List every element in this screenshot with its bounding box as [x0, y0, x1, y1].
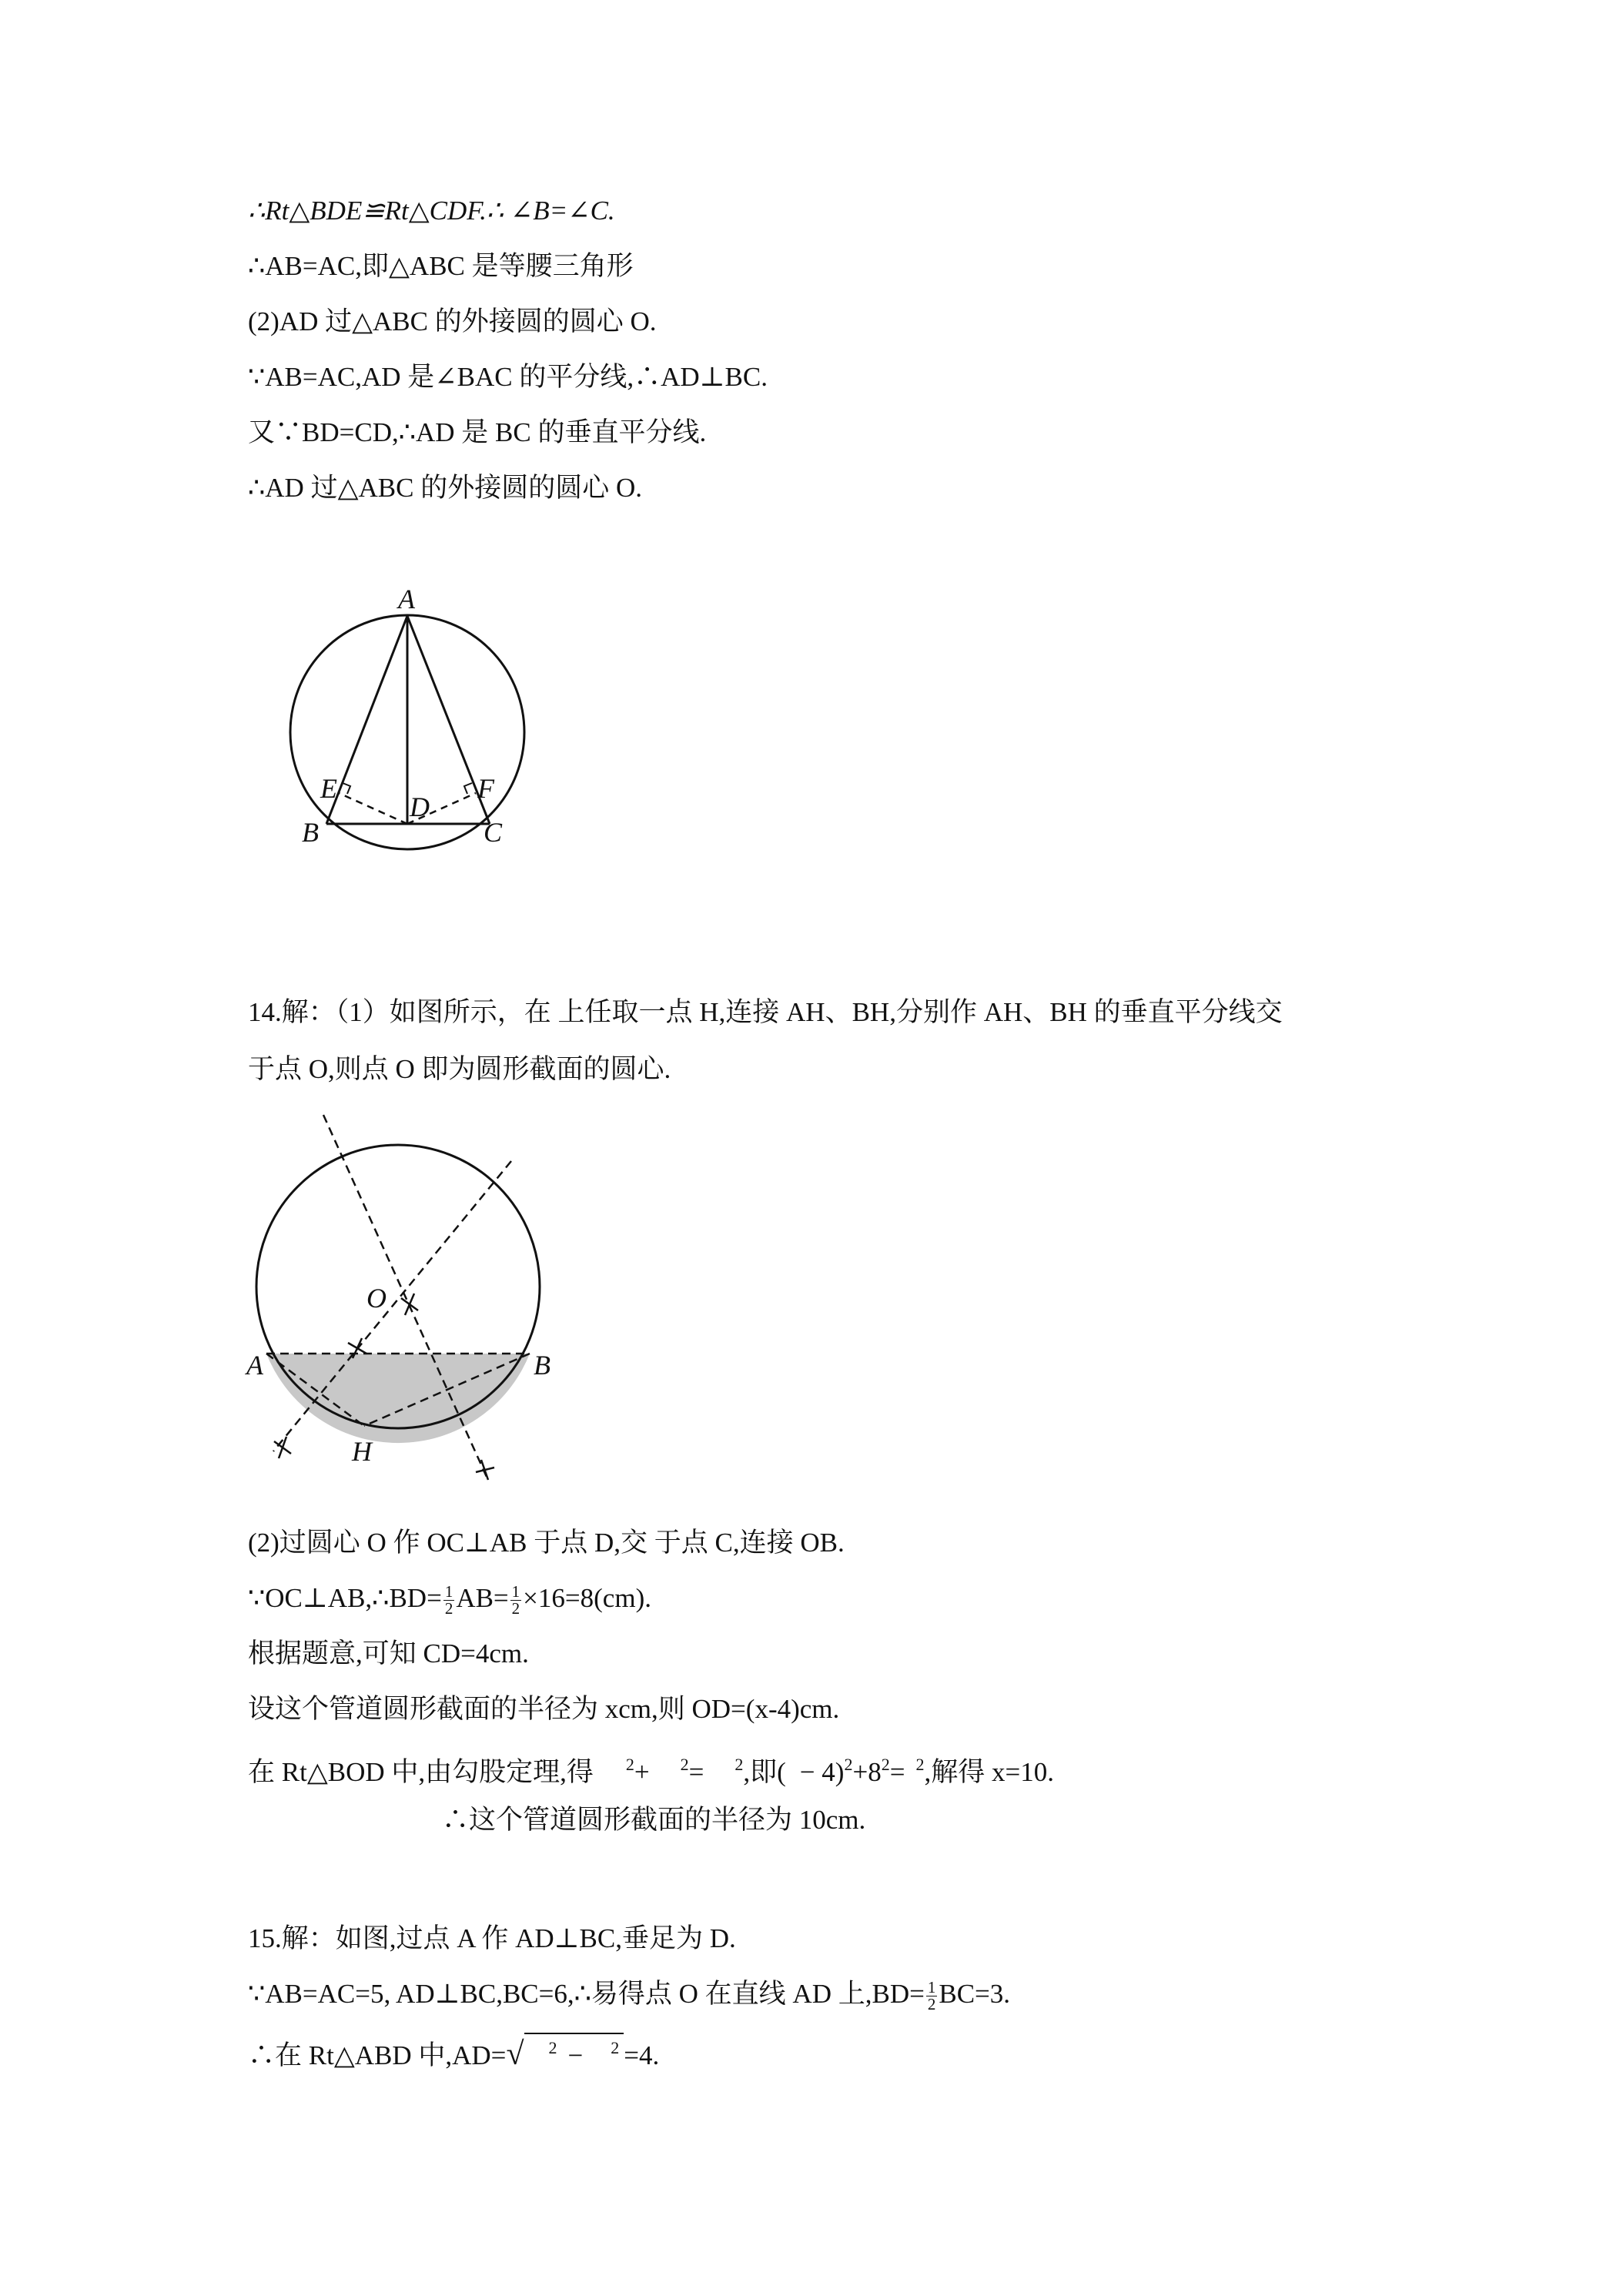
fraction-half: $\frac{1}{2}$ — [444, 1582, 453, 1618]
fig13-label-B: B — [302, 817, 319, 848]
sol14-line-3: (2)过圆心 O 作 OC⊥AB 于点 D,交 于点 C,连接 OB. — [248, 1528, 845, 1558]
fraction-half: $\frac{1}{2}$ — [927, 1978, 936, 2014]
fraction-half: $\frac{1}{2}$ — [511, 1582, 520, 1618]
fig13-label-A: A — [398, 584, 415, 614]
proof13-line-1: ∴Rt△BDE≌Rt△CDF.∴ ∠B=∠C. — [248, 196, 615, 226]
fig14-label-H: H — [352, 1436, 372, 1467]
fig13-label-E: E — [320, 773, 337, 804]
sol15-line-3: ∴在 Rt△ABD 中,AD=√ $^2$ − $^2$ =4. — [248, 2033, 659, 2073]
fig14-label-B: B — [534, 1350, 550, 1381]
sol14-line-1: 14.解：（1）如图所示，在 上任取一点 H,连接 AH、BH,分别作 AH、BH 的垂直平分线交 — [248, 997, 1283, 1027]
fig13-label-C: C — [484, 817, 503, 848]
proof13-line-6: ∴AD 过△ABC 的外接圆的圆心 O. — [248, 473, 642, 503]
sol15-line-1: 15.解：如图,过点 A 作 AD⊥BC,垂足为 D. — [248, 1923, 736, 1953]
fig14-label-A: A — [246, 1350, 263, 1381]
sol14-line-7: 在 Rt△BOD 中,由勾股定理,得 $^2$+ $^2$= $^2$,即( − $4)^2+8^2= ^2$,解得 x=10. — [248, 1755, 1054, 1787]
sqrt-expression: $^2$ − $^2$ — [524, 2033, 624, 2070]
proof13-line-5: 又∵BD=CD,∴AD 是 BC 的垂直平分线. — [248, 417, 707, 447]
proof13-line-2: ∴AB=AC,即△ABC 是等腰三角形 — [248, 251, 634, 281]
proof13-line-3: (2)AD 过△ABC 的外接圆的圆心 O. — [248, 306, 657, 336]
sol15-line-2: ∵AB=AC=5, AD⊥BC,BC=6,∴易得点 O 在直线 AD 上,BD= $\frac{1}{2}$ BC=3. — [248, 1978, 1011, 2014]
proof13-line-4: ∵AB=AC,AD 是∠BAC 的平分线,∴AD⊥BC. — [248, 362, 768, 392]
fig13-label-D: D — [410, 792, 430, 822]
fig13-label-F: F — [477, 773, 494, 804]
sol14-line-5: 根据题意,可知 CD=4cm. — [248, 1638, 529, 1668]
sol14-line-4: ∵OC⊥AB,∴BD= $\frac{1}{2}$ AB= $\frac{1}{2}$ ×16=8(cm). — [248, 1582, 651, 1618]
sol14-line-6: 设这个管道圆形截面的半径为 xcm,则 OD=(x-4)cm. — [248, 1694, 840, 1724]
sol14-line-8: ∴这个管道圆形截面的半径为 10cm. — [442, 1805, 866, 1835]
fig14-label-O: O — [366, 1283, 387, 1314]
sol14-line-2: 于点 O,则点 O 即为圆形截面的圆心. — [248, 1054, 671, 1084]
